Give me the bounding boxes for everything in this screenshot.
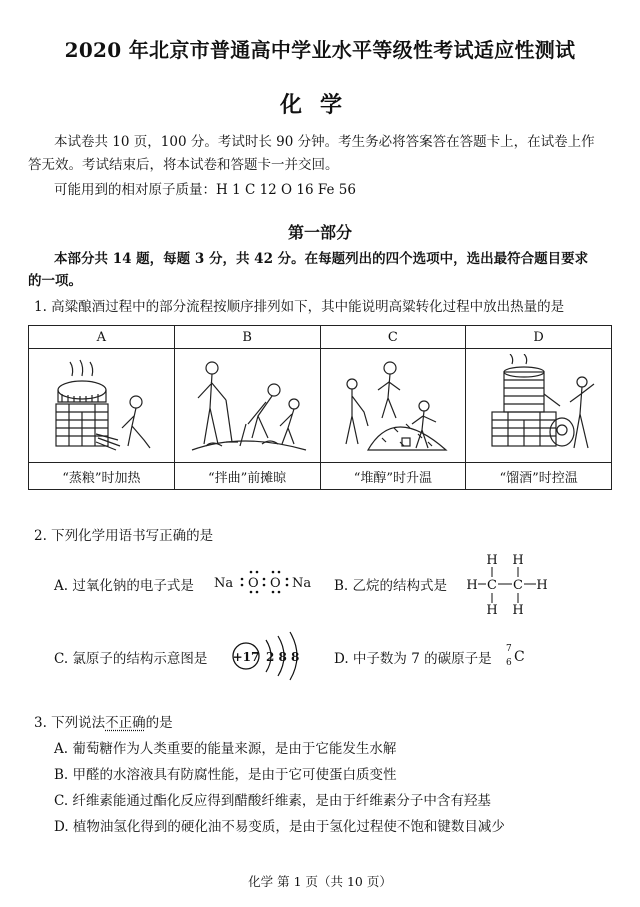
chlorine-nucleus-charge: +17 <box>232 650 260 664</box>
question-3-emphasis: 不正确 <box>105 715 146 731</box>
option-c-caption: “堆醇”时升温 <box>320 463 466 490</box>
question-2-option-b: B. 乙烷的结构式是 <box>334 578 448 594</box>
ethane-c-left: C <box>487 578 497 593</box>
distilling-liquor-illustration <box>474 354 604 458</box>
option-b-letter: B <box>174 326 320 349</box>
instructions-line-1: 本试卷共 10 页，100 分。考试时长 90 分钟。考生务必将答案答在答题卡上，在试卷上作 <box>54 134 595 150</box>
part-heading: 第一部分 <box>287 223 352 242</box>
question-3-option-c: C. 纤维素能通过酯化反应得到醋酸纤维素，是由于纤维素分子中含有羟基 <box>54 793 491 809</box>
chlorine-atom-structure-diagram <box>230 628 308 684</box>
atomic-mass-note: 可能用到的相对原子质量：H 1 C 12 O 16 Fe 56 <box>54 182 356 198</box>
option-d-illustration-cell <box>466 349 612 463</box>
option-c-illustration-cell <box>320 349 466 463</box>
option-b-illustration-cell <box>174 349 320 463</box>
option-a-caption: “蒸粮”时加热 <box>29 463 175 490</box>
ethane-h-bottom-left: H <box>486 603 498 618</box>
page-footer: 化学 第 1 页（共 10 页） <box>248 874 392 889</box>
chlorine-shell-electrons: 2 8 8 <box>266 650 300 664</box>
ethane-h-bottom-right: H <box>512 603 524 618</box>
part-description-line-1: 本部分共 14 题，每题 3 分，共 42 分。在每题列出的四个选项中，选出最符合题目要求 <box>54 251 589 267</box>
ethane-c-right: C <box>513 578 523 593</box>
isotope-atomic-number: 6 <box>506 658 512 668</box>
option-c-letter: C <box>320 326 466 349</box>
formula-na-left: Na <box>214 576 234 591</box>
question-1-stem: 1. 高粱酿酒过程中的部分流程按顺序排列如下，其中能说明高粱转化过程中放出热量的是 <box>34 299 565 315</box>
question-3-stem-post: 的是 <box>145 715 173 731</box>
option-a-letter: A <box>29 326 175 349</box>
instructions-line-2: 答无效。考试结束后，将本试卷和答题卡一并交回。 <box>28 157 339 173</box>
ethane-h-right: H <box>536 578 548 593</box>
exam-title: 2020 年北京市普通高中学业水平等级性考试适应性测试 <box>64 38 576 62</box>
mixing-yeast-illustration <box>182 354 312 458</box>
ethane-h-left: H <box>466 578 478 593</box>
ethane-h-top-right: H <box>512 553 524 568</box>
steaming-grain-illustration <box>36 354 166 458</box>
subject-title: 化学 <box>279 92 360 118</box>
option-d-letter: D <box>466 326 612 349</box>
question-1-options-table <box>28 325 612 490</box>
ethane-structural-formula <box>466 550 556 618</box>
question-3-stem <box>34 712 173 734</box>
question-2-option-a: A. 过氧化钠的电子式是 <box>54 578 194 594</box>
piling-fermentation-illustration <box>328 354 458 458</box>
option-d-caption: “馏酒”时控温 <box>466 463 612 490</box>
question-2-option-d: D. 中子数为 7 的碳原子是 <box>334 651 492 667</box>
isotope-symbol: C <box>514 649 525 665</box>
part-description-line-2: 的一项。 <box>28 273 82 289</box>
question-2-option-c: C. 氯原子的结构示意图是 <box>54 651 208 667</box>
ethane-h-top-left: H <box>486 553 498 568</box>
option-b-caption: “拌曲”前摊晾 <box>174 463 320 490</box>
isotope-mass-number: 7 <box>506 644 512 654</box>
question-2-stem: 2. 下列化学用语书写正确的是 <box>34 528 214 544</box>
question-3-option-d: D. 植物油氢化得到的硬化油不易变质，是由于氢化过程使不饱和键数目减少 <box>54 819 505 835</box>
formula-o-left: O <box>248 576 259 591</box>
option-a-illustration-cell <box>29 349 175 463</box>
carbon-isotope-notation <box>502 640 532 670</box>
question-3-option-b: B. 甲醛的水溶液具有防腐性能，是由于它可使蛋白质变性 <box>54 767 397 783</box>
sodium-peroxide-electron-formula <box>214 564 314 600</box>
question-3-stem-pre: 3. 下列说法 <box>34 715 106 731</box>
formula-na-right: Na <box>292 576 312 591</box>
formula-o-right: O <box>270 576 281 591</box>
question-3-option-a: A. 葡萄糖作为人类重要的能量来源，是由于它能发生水解 <box>54 741 397 757</box>
